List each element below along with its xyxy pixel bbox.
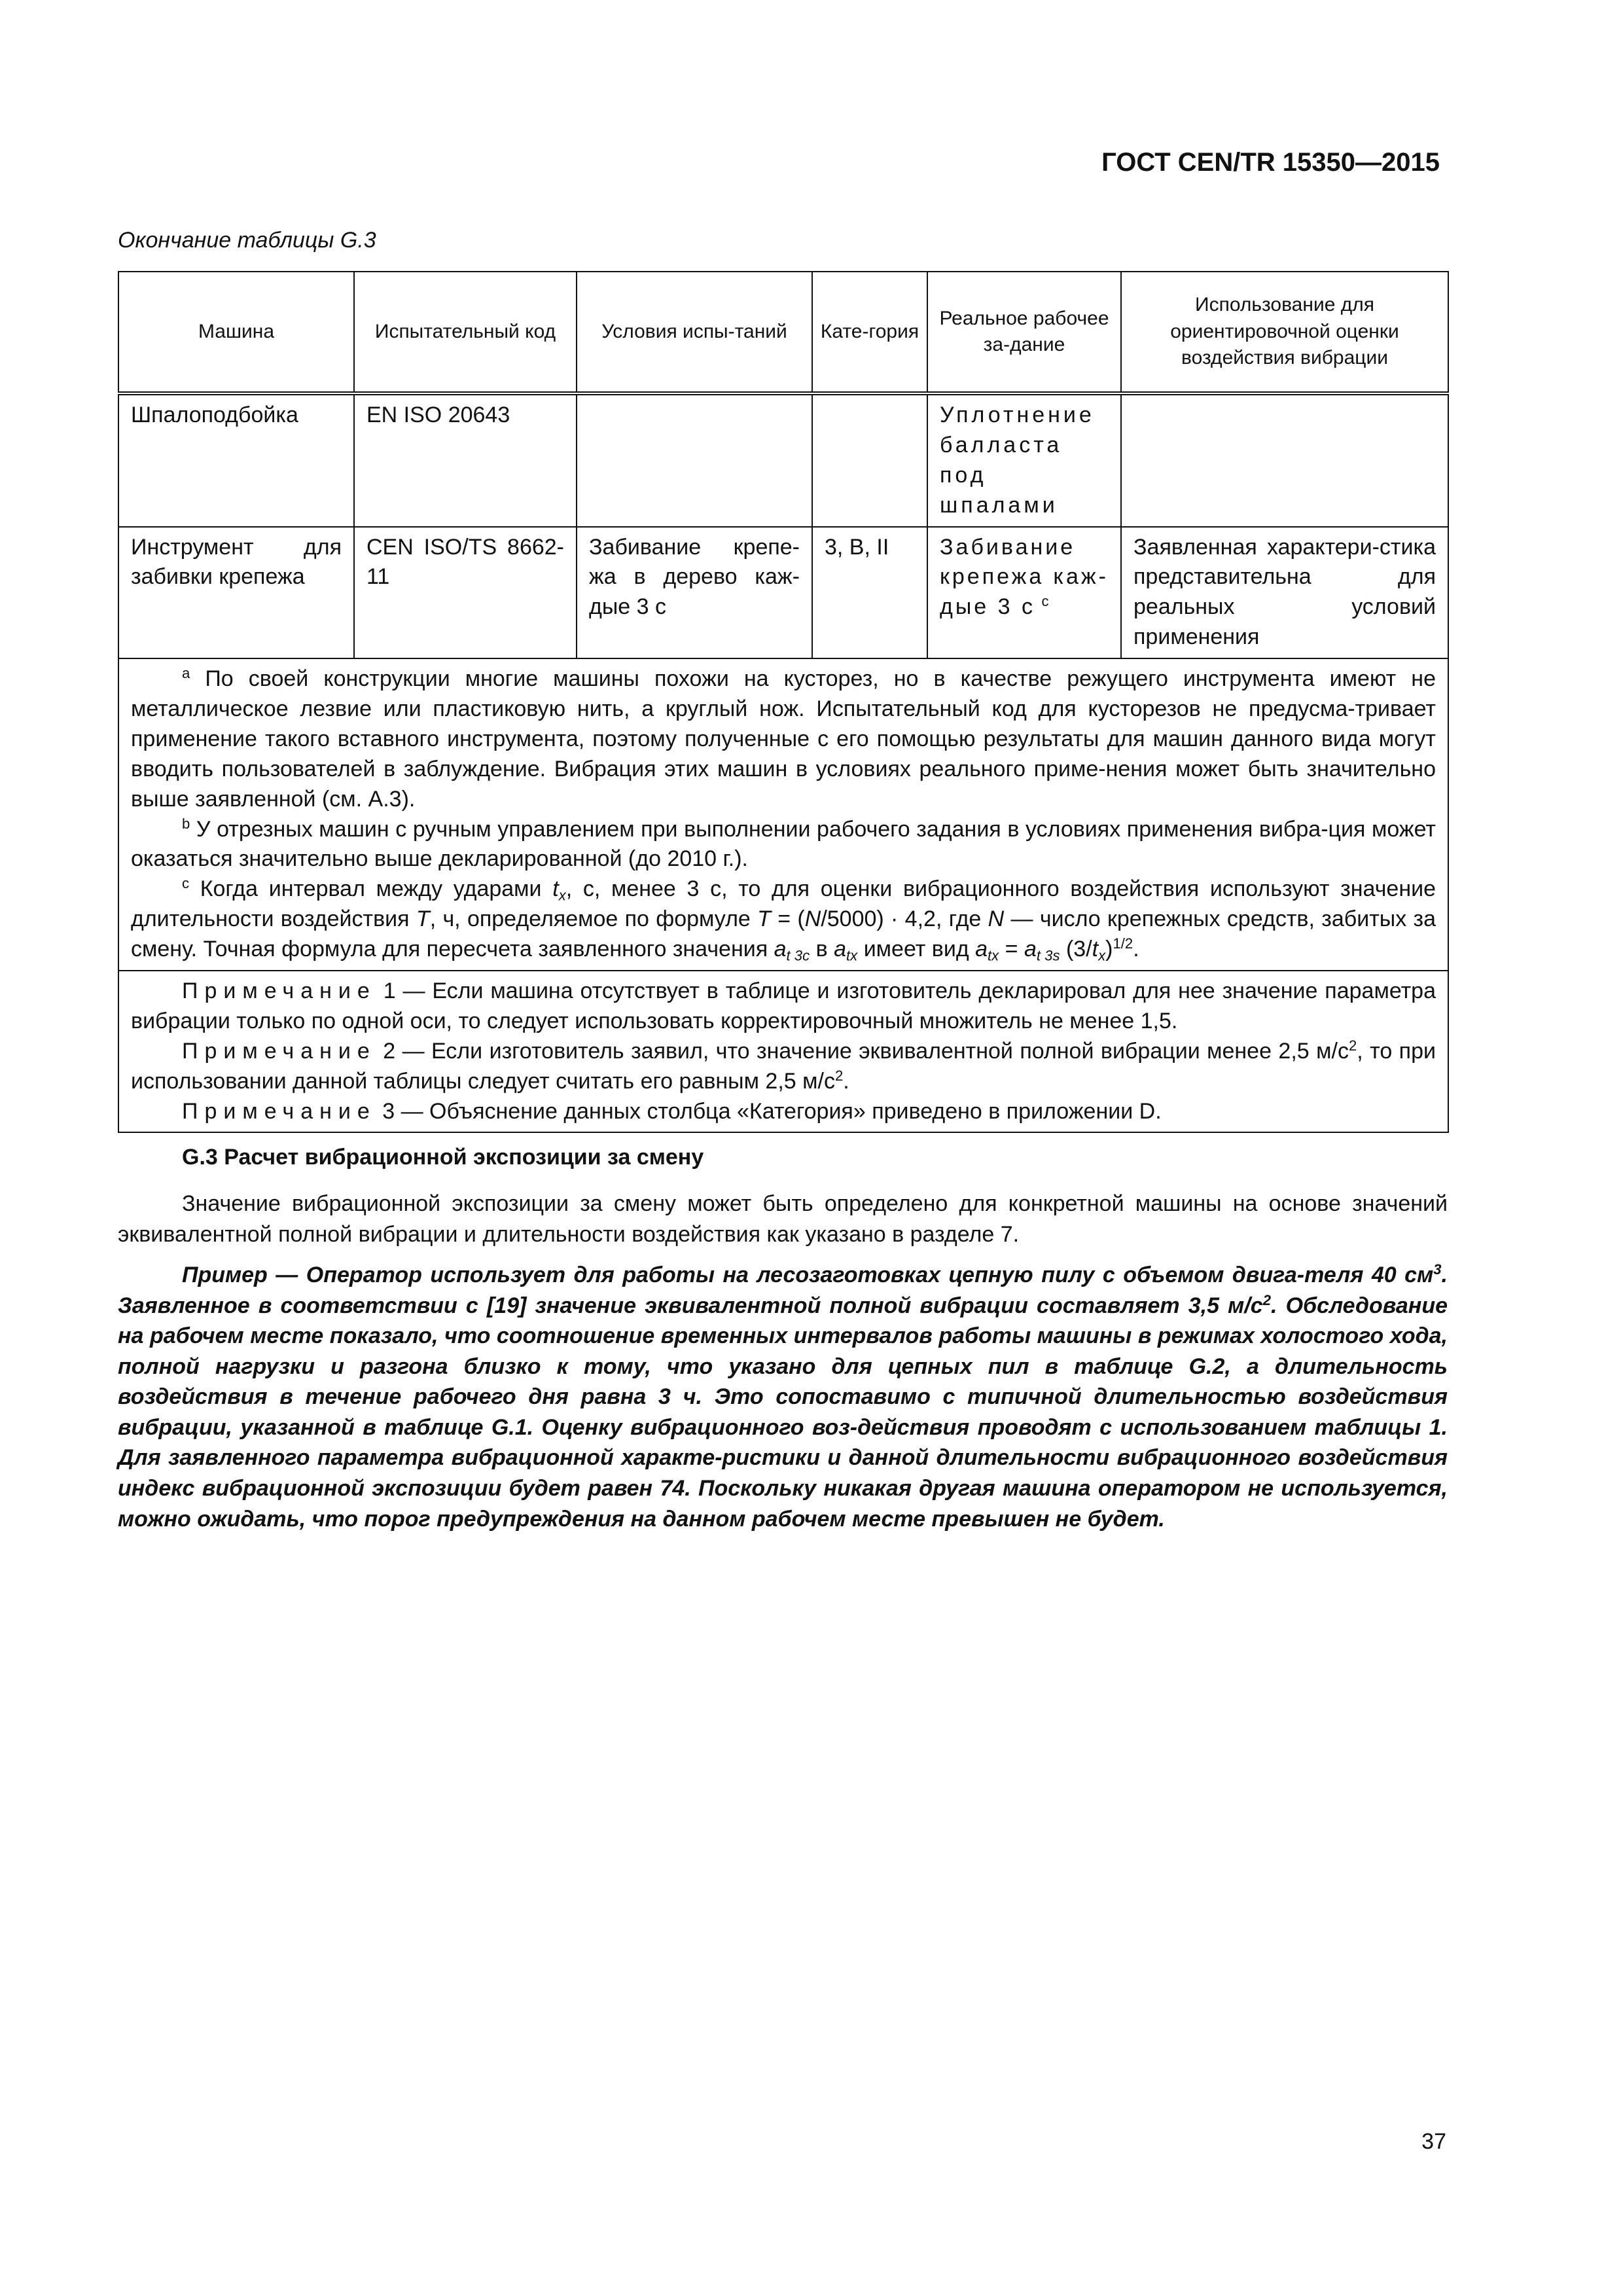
column-header-real-task: Реальное рабочее за-дание: [927, 272, 1121, 393]
note-3: [131, 1097, 1436, 1127]
fn-c-var: a: [834, 937, 847, 962]
fn-c-text: (3/: [1065, 937, 1092, 962]
fn-c-sub: tx: [846, 947, 858, 964]
table-row: [118, 527, 1448, 659]
example-sup: 3: [1433, 1261, 1442, 1278]
table-row: [118, 393, 1448, 527]
footnote-b-text: У отрезных машин с ручным управлением при выполнении рабочего задания в условиях применения вибра-ция может оказаться значительно выше декларированной (до 2010 г.).: [131, 816, 1436, 872]
note-2: [131, 1037, 1436, 1097]
note-text: 3 — Объяснение данных столбца «Категория» приведено в приложении D.: [382, 1098, 1162, 1124]
note-sup: 2: [834, 1067, 844, 1084]
fn-c-text: в: [815, 937, 828, 962]
fn-c-sub: t 3c: [786, 947, 810, 964]
note-text: .: [843, 1068, 849, 1094]
fn-c-text: .: [1133, 937, 1139, 962]
fn-c-var: t: [1092, 937, 1099, 962]
page-number: 37: [1421, 2129, 1446, 2154]
cell-test-code: CEN ISO/TS 8662-11: [354, 527, 577, 659]
footnotes-cell: [118, 658, 1448, 971]
table-header-row: [118, 272, 1448, 393]
document-code: ГОСТ CEN/TR 15350—2015: [1101, 148, 1440, 177]
notes-cell: [118, 971, 1448, 1132]
cell-conditions: Забивание крепе-жа в дерево каж-дые 3 с: [577, 527, 812, 659]
table-footnotes-row: [118, 658, 1448, 971]
footnote-b: [131, 815, 1436, 875]
fn-c-text: Когда интервал между ударами: [200, 876, 542, 902]
fn-c-sub: t 3s: [1036, 947, 1060, 964]
fn-c-var: N: [988, 906, 1005, 932]
table-notes-row: [118, 971, 1448, 1132]
fn-c-var: T: [757, 906, 771, 932]
footnote-c-ref: c: [1041, 593, 1049, 610]
fn-c-text: имеет вид: [863, 937, 969, 962]
cell-test-code: EN ISO 20643: [354, 393, 577, 527]
note-text: , то при использовании данной таблицы следует считать его равным 2,5 м/с: [131, 1038, 1436, 1094]
fn-c-text: , с, менее 3 с, то для оценки вибрационного воздействия используют значение длительности воздействия: [131, 876, 1436, 932]
note-label: Примечание: [182, 1038, 376, 1064]
cell-real-task: [927, 527, 1121, 659]
cell-usage: [1121, 393, 1448, 527]
column-header-usage: Использование для ориентировочной оценки воздействия вибрации: [1121, 272, 1448, 393]
fn-c-sub: x: [558, 887, 566, 904]
note-1: [131, 977, 1436, 1037]
cell-machine: Инструмент для забивки крепежа: [118, 527, 354, 659]
vibration-table: [118, 271, 1449, 1133]
fn-c-var: T: [416, 906, 430, 932]
example-text: Пример — Оператор использует для работы на лесозаготовках цепную пилу с объемом двига-теля 40 см: [182, 1263, 1434, 1287]
fn-c-var: a: [1024, 937, 1037, 962]
cell-category: [812, 393, 927, 527]
footnote-a-text: По своей конструкции многие машины похожи на кусторез, но в качестве режущего инструмента имеют не металлическое лезвие или пластиковую нить, а круглый нож. Испытательный код для кусторезов не предусма-тривает применение такого вставного инструмента, поэтому полученные с его помощью результаты для машин данного вида могут вводить пользователей в заблуждение. Вибрация этих машин в условиях реального приме-нения может быть значительно выше заявленной (см. A.3).: [131, 666, 1436, 812]
body-paragraph: Значение вибрационной экспозиции за смену может быть определено для конкретной машины на основе значений эквивалентной полной вибрации и длительности воздействия как указано в разделе 7.: [118, 1191, 1448, 1247]
fn-c-text: = (: [777, 906, 805, 932]
fn-c-text: /5000) · 4,2, где: [821, 906, 982, 932]
note-sup: 2: [1348, 1037, 1357, 1054]
column-header-category: Кате-гория: [812, 272, 927, 393]
fn-c-text: , ч, определяемое по формуле: [429, 906, 751, 932]
fn-c-var: N: [804, 906, 821, 932]
fn-c-var: a: [774, 937, 787, 962]
note-text: 1 — Если машина отсутствует в таблице и изготовитель декларировал для нее значение параметра вибрации только по одной оси, то следует использовать корректировочный множитель не менее 1,5.: [131, 978, 1436, 1033]
example-text: . Заявленное в соответствии с [19] значение эквивалентной полной вибрации составляет 3,5 м/с: [118, 1263, 1448, 1318]
fn-c-var: a: [975, 937, 988, 962]
footnote-c-mark: c: [182, 875, 190, 892]
footnote-b-mark: b: [182, 815, 190, 832]
footnote-a-mark: a: [182, 664, 190, 681]
fn-c-sub: x: [1098, 947, 1106, 964]
cell-real-task: Уплотнение балласта под шпалами: [927, 393, 1121, 527]
column-header-machine: Машина: [118, 272, 354, 393]
fn-c-exp: 1/2: [1113, 935, 1133, 952]
example-paragraph: [118, 1260, 1448, 1534]
fn-c-text: — число крепежных средств, забитых за смену. Точная формула для пересчета заявленного значения: [131, 906, 1436, 962]
column-header-test-code: Испытательный код: [354, 272, 577, 393]
footnote-c: [131, 874, 1436, 965]
footnote-a: [131, 664, 1436, 814]
table-caption: Окончание таблицы G.3: [118, 228, 376, 253]
cell-conditions: [577, 393, 812, 527]
fn-c-sub: tx: [988, 947, 999, 964]
note-label: Примечание: [182, 1098, 376, 1124]
cell-machine: Шпалоподбойка: [118, 393, 354, 527]
column-header-test-conditions: Условия испы-таний: [577, 272, 812, 393]
cell-category: 3, B, II: [812, 527, 927, 659]
note-label: Примечание: [182, 978, 376, 1004]
note-text: 2 — Если изготовитель заявил, что значение эквивалентной полной вибрации менее 2,5 м/с: [383, 1038, 1349, 1064]
fn-c-var: t: [552, 876, 559, 902]
example-text: . Обследование на рабочем месте показало, что соотношение временных интервалов работы машины в режимах холостого хода, полной нагрузки и разгона близко к тому, что указано для цепных пил в таблице G.2, а длительность воздействия в течение рабочего дня равна 3 ч. Это сопоставимо с типичной длительностью воздействия вибрации, указанной в таблице G.1. Оценку вибрационного воз-действия проводят с использованием таблицы 1. Для заявленного параметра вибрационной характе-ристики и данной длительности вибрационного воздействия индекс вибрационной экспозиции будет равен 74. Поскольку никакая другая машина оператором не используется, можно ожидать, что порог предупреждения на данном рабочем месте превышен не будет.: [118, 1293, 1448, 1532]
cell-usage: Заявленная характери-стика представительна для реальных условий применения: [1121, 527, 1448, 659]
fn-c-text: ): [1105, 937, 1113, 962]
example-sup: 2: [1262, 1291, 1271, 1308]
section-heading: G.3 Расчет вибрационной экспозиции за смену: [182, 1145, 704, 1170]
real-task-text: Забивание крепежа каж-дые 3 с: [940, 534, 1109, 620]
fn-c-text: =: [1005, 937, 1018, 962]
